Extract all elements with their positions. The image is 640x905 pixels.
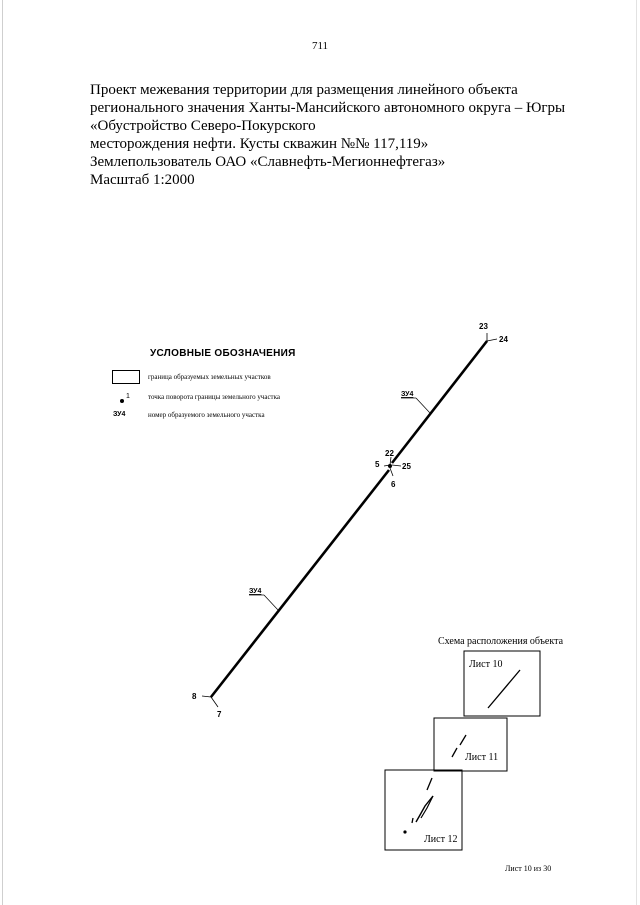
sheet-label: Лист 12 bbox=[424, 834, 458, 845]
point-label: 7 bbox=[217, 710, 222, 719]
sheet-counter: Лист 10 из 30 bbox=[505, 864, 552, 873]
legend-code-label: номер образуемого земельного участка bbox=[148, 411, 265, 419]
point-label: 22 bbox=[385, 449, 394, 458]
sheet-11-frame bbox=[434, 718, 507, 771]
legend-title: УСЛОВНЫЕ ОБОЗНАЧЕНИЯ bbox=[150, 348, 296, 359]
parcel-boundary-upper bbox=[392, 341, 487, 463]
title-line: Землепользователь ОАО «Славнефть-Мегионнефтегаз» bbox=[90, 154, 446, 170]
parcel-label: ЗУ4 bbox=[401, 391, 414, 398]
title-line: Проект межевания территории для размещения линейного объекта bbox=[90, 82, 518, 98]
sheet-label: Лист 10 bbox=[469, 659, 503, 670]
point-label: 5 bbox=[375, 460, 380, 469]
title-line: Масштаб 1:2000 bbox=[90, 172, 195, 188]
parcel-label: ЗУ4 bbox=[249, 588, 262, 595]
point-label: 23 bbox=[479, 322, 488, 331]
sheet-label: Лист 11 bbox=[465, 752, 499, 763]
legend-point-number: 1 bbox=[126, 393, 130, 400]
point-label: 6 bbox=[391, 480, 396, 489]
point-label: 25 bbox=[402, 462, 411, 471]
scheme-title: Схема расположения объекта bbox=[438, 636, 564, 647]
point-label: 8 bbox=[192, 692, 197, 701]
title-line: месторождения нефти. Кусты скважин №№ 117,119» bbox=[90, 136, 429, 152]
title-line: «Обустройство Северо-Покурского bbox=[90, 118, 316, 134]
legend-code-symbol: ЗУ4 bbox=[113, 411, 126, 418]
legend-boundary-label: граница образуемых земельных участков bbox=[148, 373, 271, 381]
title-line: регионального значения Ханты-Мансийского автономного округа – Югры bbox=[90, 100, 566, 116]
point-label: 24 bbox=[499, 335, 508, 344]
parcel-boundary-lower bbox=[211, 470, 389, 697]
junction-point bbox=[388, 464, 392, 468]
page-number: 711 bbox=[311, 40, 329, 52]
layout-scheme bbox=[385, 651, 540, 850]
legend-point-label: точка поворота границы земельного участка bbox=[148, 393, 281, 401]
